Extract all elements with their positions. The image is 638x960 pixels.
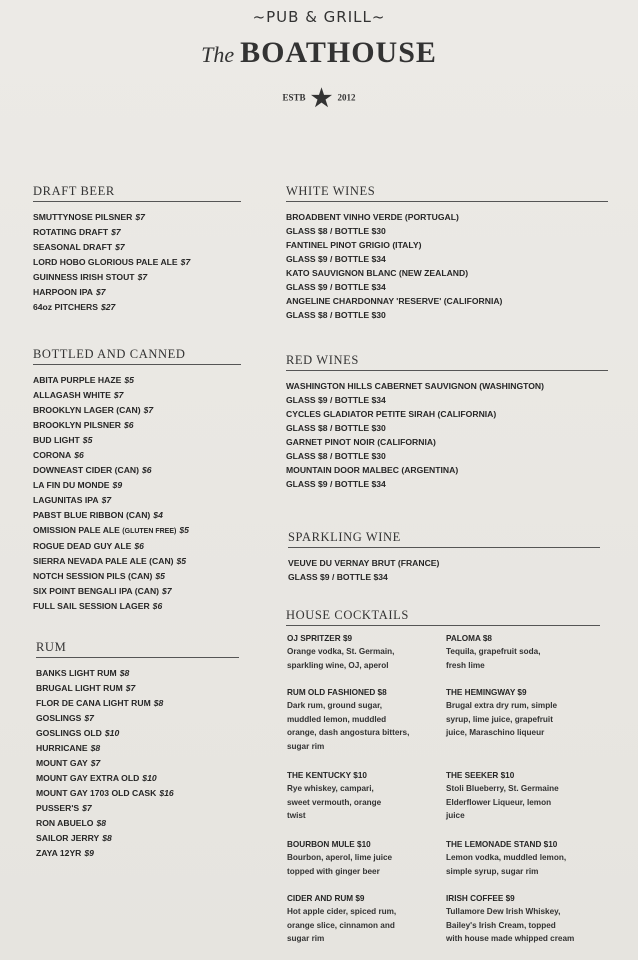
cocktail-item [287,838,439,878]
item-name: MOUNT GAY 1703 OLD CASK [36,788,157,798]
rum-section [36,640,239,861]
item-price: $7 [90,758,101,768]
item-price: $7 [111,227,121,237]
item-name: ROGUE DEAD GUY ALE [33,541,132,551]
established [0,84,638,113]
item-name: HARPOON IPA [33,287,94,297]
wine-name: FANTINEL PINOT GRIGIO (ITALY) [286,240,422,250]
item-name: GOSLINGS OLD [36,728,102,738]
logo [0,36,638,70]
item-price: $5 [82,435,93,445]
wine-name: ANGELINE CHARDONNAY 'RESERVE' (CALIFORNIA) [286,296,503,306]
item-name: ALLAGASH WHITE [33,390,111,400]
item-name: LORD HOBO GLORIOUS PALE ALE [33,257,178,267]
item-name: ABITA PURPLE HAZE [33,375,122,385]
menu-item [33,225,241,240]
item-name: ZAYA 12YR [36,848,82,858]
cocktail-name: RUM OLD FASHIONED $8 [287,688,387,697]
item-name: RON ABUELO [36,818,94,828]
menu-item [33,285,241,300]
wine-name: GARNET PINOT NOIR (CALIFORNIA) [286,437,436,447]
sparkling-section [288,530,600,584]
menu-item [33,240,241,255]
item-name: SMUTTYNOSE PILSNER [33,212,133,222]
item-name: BUD LIGHT [33,435,80,445]
item-name: NOTCH SESSION PILS (CAN) [33,571,153,581]
cocktail-desc: syrup, lime juice, grapefruit [446,714,553,724]
item-name: ROTATING DRAFT [33,227,109,237]
item-name: LAGUNITAS IPA [33,495,99,505]
item-price: $7 [137,272,148,282]
item-name: FLOR DE CANA LIGHT RUM [36,698,151,708]
wine-price: GLASS $9 / BOTTLE $34 [286,254,386,264]
menu-item [33,569,241,584]
menu-item [33,388,241,403]
wine-name: BROADBENT VINHO VERDE (PORTUGAL) [286,212,459,222]
wine-price: GLASS $8 / BOTTLE $30 [286,423,386,433]
item-name: GOSLINGS [36,713,82,723]
wine-price: GLASS $9 / BOTTLE $34 [286,479,386,489]
cocktail-desc: muddled lemon, muddled [287,714,387,724]
logo-the: The [201,42,235,67]
menu-item [33,493,241,508]
item-price: $7 [180,257,191,267]
item-price: $5 [155,571,165,581]
section-title: RUM [36,640,239,658]
menu-item [33,210,241,225]
cocktail-item [446,838,598,878]
wine-price: GLASS $9 / BOTTLE $34 [286,282,386,292]
cocktail-item [287,892,439,946]
item-price: $6 [74,450,84,460]
menu-item [33,270,241,285]
cocktail-desc: Tequila, grapefruit soda, [446,647,541,657]
wine-name: CYCLES GLADIATOR PETITE SIRAH (CALIFORNIA) [286,409,497,419]
item-name: BROOKLYN PILSNER [33,420,122,430]
item-price: $27 [100,302,116,312]
cocktail-desc: sugar rim [287,934,325,944]
menu-item [33,448,241,463]
wine-name: WASHINGTON HILLS CABERNET SAUVIGNON (WASHINGTON) [286,381,544,391]
menu-item [36,756,239,771]
cocktail-item [446,769,598,823]
menu-item [33,373,241,388]
cocktail-name: PALOMA $8 [446,634,492,643]
cocktail-name: CIDER AND RUM $9 [287,894,365,903]
item-name: PABST BLUE RIBBON (CAN) [33,510,151,520]
draft-beer-list [33,210,241,315]
item-name: MOUNT GAY EXTRA OLD [36,773,140,783]
menu-item [33,478,241,493]
item-name: GUINNESS IRISH STOUT [33,272,135,282]
cocktail-name: IRISH COFFEE $9 [446,894,515,903]
item-name: BRUGAL LIGHT RUM [36,683,123,693]
star-icon: ★ [310,86,333,112]
item-price: $5 [179,525,189,535]
cocktail-desc: topped with ginger beer [287,866,380,876]
cocktail-desc: Tullamore Dew Irish Whiskey, [446,907,561,917]
item-price: $9 [84,848,94,858]
item-price: $7 [82,803,92,813]
item-price: $5 [124,375,134,385]
menu-item [33,300,241,315]
cocktail-name: THE HEMINGWAY $9 [446,688,527,697]
cocktail-desc: orange slice, cinnamon and [287,920,395,930]
tagline: ~PUB & GRILL~ [252,8,386,26]
item-name: 64oz PITCHERS [33,302,98,312]
bottled-section [33,347,241,614]
item-name: LA FIN DU MONDE [33,480,110,490]
menu-item [36,696,239,711]
item-name: BROOKLYN LAGER (CAN) [33,405,141,415]
cocktail-item [287,632,439,672]
estd-year: 2012 [337,92,356,103]
item-name: MOUNT GAY [36,758,88,768]
menu-item [36,846,239,861]
item-name: FULL SAIL SESSION LAGER [33,601,150,611]
menu-item [33,539,241,554]
cocktail-desc: juice, Maraschino liqueur [446,728,545,738]
sparkling-list [288,556,600,584]
menu-item [33,463,241,478]
red-wines-section [286,353,608,491]
white-wines-section [286,184,608,322]
white-wines-list [286,210,608,322]
logo-name: BOATHOUSE [240,36,437,69]
item-price: $5 [176,556,187,566]
menu-item [36,786,239,801]
item-price: $7 [113,390,124,400]
item-name: SIX POINT BENGALI IPA (CAN) [33,586,160,596]
menu-item [33,433,241,448]
cocktail-name: BOURBON MULE $10 [287,840,371,849]
menu-item [33,584,241,599]
menu-item [33,508,241,523]
cocktail-desc: Elderflower Liqueur, lemon [446,797,552,807]
item-name: DOWNEAST CIDER (CAN) [33,465,139,475]
item-price: $7 [115,242,125,252]
wine-price: GLASS $8 / BOTTLE $30 [286,451,386,461]
cocktail-item [446,686,598,740]
section-title: WHITE WINES [286,184,608,202]
item-price: $8 [119,668,130,678]
cocktail-desc: twist [287,811,306,821]
cocktail-name: OJ SPRITZER $9 [287,634,353,643]
item-price: $8 [153,698,164,708]
item-price: $4 [153,510,163,520]
item-price: $6 [134,541,144,551]
cocktail-desc: juice [446,811,465,821]
item-price: $16 [159,788,174,798]
item-price: $7 [125,683,136,693]
cocktail-desc: Dark rum, ground sugar, [287,701,383,711]
cocktail-desc: sweet vermouth, orange [287,797,382,807]
section-title: HOUSE COCKTAILS [286,608,600,626]
cocktail-desc: Bailey's Irish Cream, topped [446,920,556,930]
item-note: (GLUTEN FREE) [122,528,177,535]
cocktail-item [446,632,598,672]
cocktail-item [446,892,598,946]
draft-beer-section [33,184,241,315]
wine-name: VEUVE DU VERNAY BRUT (FRANCE) [288,558,440,568]
menu-item [33,523,241,539]
estd-label: ESTB [282,92,306,103]
cocktail-name: THE LEMONADE STAND $10 [446,840,558,849]
menu-item [33,403,241,418]
menu-item [36,771,239,786]
item-price: $7 [143,405,154,415]
item-price: $8 [96,818,107,828]
item-name: SEASONAL DRAFT [33,242,113,252]
menu-item [36,711,239,726]
wine-price: GLASS $9 / BOTTLE $34 [286,395,386,405]
cocktail-item [287,769,439,823]
cocktail-desc: Rye whiskey, campari, [287,784,374,794]
wine-name: KATO SAUVIGNON BLANC (NEW ZEALAND) [286,268,469,278]
menu-item [36,831,239,846]
item-price: $7 [162,586,172,596]
cocktail-desc: Stoli Blueberry, St. Germaine [446,784,559,794]
item-price: $7 [101,495,112,505]
item-price: $7 [135,212,145,222]
item-name: BANKS LIGHT RUM [36,668,117,678]
cocktail-name: THE SEEKER $10 [446,771,515,780]
menu-item [33,255,241,270]
cocktail-desc: sparkling wine, OJ, aperol [287,660,389,670]
wine-price: GLASS $9 / BOTTLE $34 [288,572,388,582]
section-title: SPARKLING WINE [288,530,600,548]
cocktail-desc: Lemon vodka, muddled lemon, [446,853,567,863]
section-title: DRAFT BEER [33,184,241,202]
cocktail-desc: Bourbon, aperol, lime juice [287,853,393,863]
item-price: $7 [84,713,94,723]
wine-name: MOUNTAIN DOOR MALBEC (ARGENTINA) [286,465,459,475]
wine-price: GLASS $8 / BOTTLE $30 [286,226,386,236]
wine-price: GLASS $8 / BOTTLE $30 [286,310,386,320]
cocktail-desc: with house made whipped cream [446,934,575,944]
item-name: OMISSION PALE ALE [33,525,120,535]
item-name: CORONA [33,450,72,460]
menu-item [33,554,241,569]
menu-item [36,816,239,831]
item-price: $10 [104,728,120,738]
item-price: $9 [112,480,123,490]
menu-item [36,801,239,816]
section-title: BOTTLED AND CANNED [33,347,241,365]
cocktail-desc: Brugal extra dry rum, simple [446,701,558,711]
bottled-list [33,373,241,614]
cocktail-desc: sugar rim [287,741,325,751]
section-title: RED WINES [286,353,608,371]
cocktails-section [286,608,600,634]
cocktail-desc: Orange vodka, St. Germain, [287,647,395,657]
cocktail-item [287,686,439,753]
item-price: $8 [102,833,112,843]
cocktail-desc: simple syrup, sugar rim [446,866,539,876]
menu-item [33,418,241,433]
item-price: $6 [152,601,163,611]
rum-list [36,666,239,861]
item-name: SAILOR JERRY [36,833,100,843]
item-price: $7 [96,287,106,297]
menu-item [36,681,239,696]
item-price: $10 [142,773,157,783]
item-name: HURRICANE [36,743,88,753]
item-price: $8 [90,743,101,753]
item-price: $6 [124,420,134,430]
menu-item [36,666,239,681]
cocktail-desc: fresh lime [446,660,485,670]
menu-item [33,599,241,614]
red-wines-list [286,379,608,491]
cocktail-desc: orange, dash angostura bitters, [287,728,410,738]
menu-header [0,0,638,120]
item-name: PUSSER'S [36,803,80,813]
cocktail-desc: Hot apple cider, spiced rum, [287,907,397,917]
item-name: SIERRA NEVADA PALE ALE (CAN) [33,556,174,566]
menu-item [36,726,239,741]
cocktail-name: THE KENTUCKY $10 [287,771,367,780]
menu-item [36,741,239,756]
item-price: $6 [141,465,152,475]
